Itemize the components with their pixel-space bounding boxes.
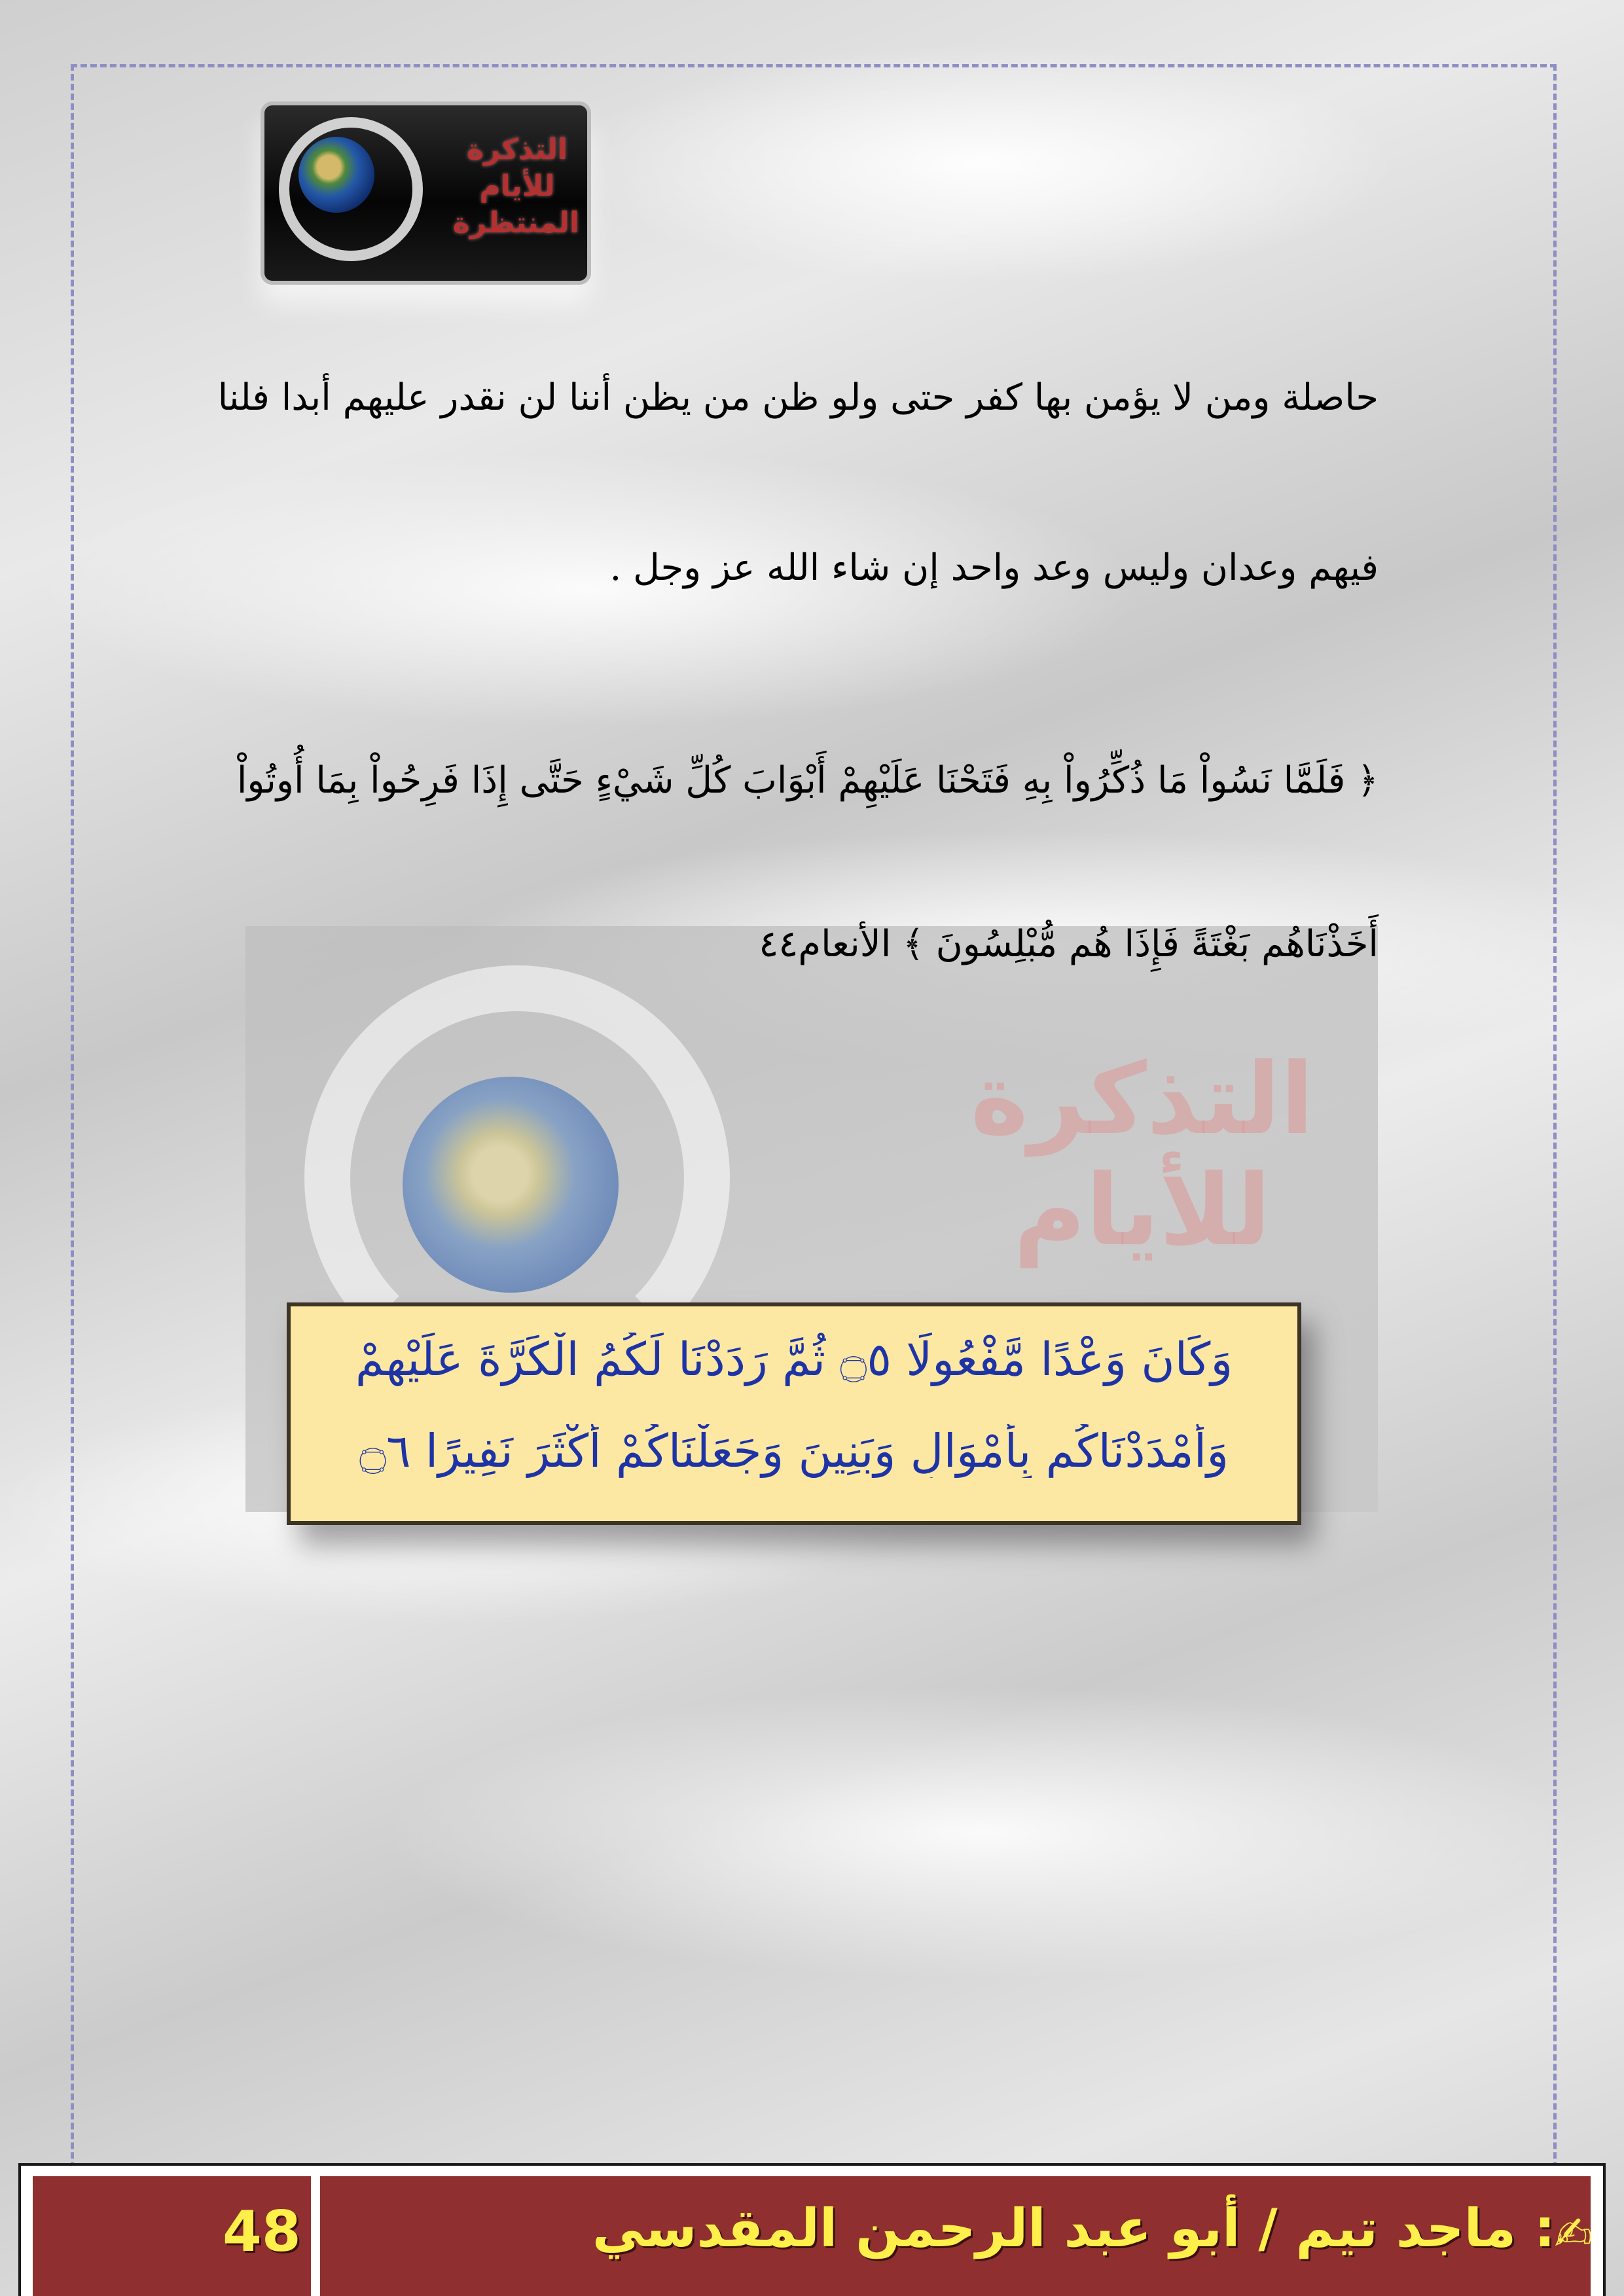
pen-icon: ✍ [1554, 2207, 1593, 2261]
verse-line-1: ﴿ فَلَمَّا نَسُواْ مَا ذُكِّرُواْ بِهِ فَتَحْنَا عَلَيْهِمْ أَبْوَابَ كُلِّ شَيْءٍ حَتَّى إِذَا فَرِحُواْ بِمَا أُوتُواْ [236, 759, 1379, 802]
quran-verse-line-1: وَكَانَ وَعْدًا مَّفْعُولًا ۝٥ ثُمَّ رَدَدْنَا لَكُمُ الْكَرَّةَ عَلَيْهِمْ [355, 1333, 1233, 1386]
logo-text: التذكرة للأيام المنتظرة [452, 133, 579, 240]
watermark-globe-icon [403, 1077, 619, 1293]
page-number: 48 [223, 2199, 301, 2265]
verse-line-2: أَخَذْنَاهُم بَغْتَةً فَإِذَا هُم مُّبْلِسُونَ ﴾ الأنعام٤٤ [759, 923, 1379, 965]
footer-divider [311, 2176, 320, 2296]
quran-verse-line-2: وَأَمْدَدْنَاكُم بِأَمْوَالٍ وَبَنِينَ وَجَعَلْنَاكُمْ أَكْثَرَ نَفِيرًا ۝٦ [359, 1424, 1229, 1478]
quran-verse-image [287, 1302, 1301, 1525]
watermark-text: التذكرة للأيام [970, 1043, 1314, 1268]
globe-icon [298, 137, 374, 213]
author-name: : ماجد تيم / أبو عبد الرحمن المقدسي [592, 2198, 1555, 2259]
logo [261, 101, 591, 285]
body-line-2: فيهم وعدان وليس وعد واحد إن شاء الله عز وجل . [609, 547, 1379, 589]
body-line-1: حاصلة ومن لا يؤمن بها كفر حتى ولو ظن من يظن أننا لن نقدر عليهم أبدا فلنا [217, 376, 1379, 419]
